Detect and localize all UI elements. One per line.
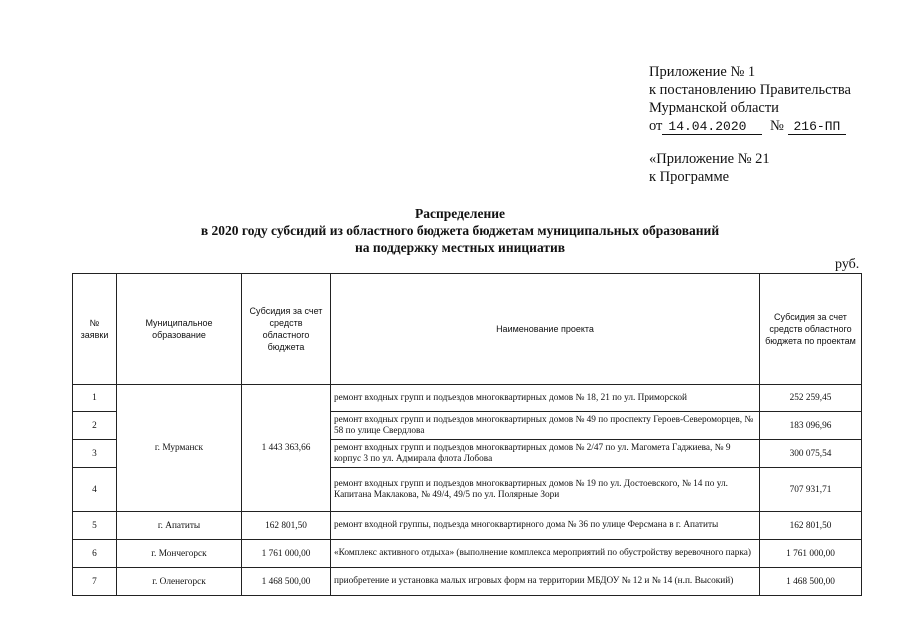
row-amount: 1 468 500,00 [760,568,862,596]
row-num: 4 [73,468,117,512]
row-num: 7 [73,568,117,596]
row-num: 2 [73,412,117,440]
row-subsidy: 1 468 500,00 [242,568,331,596]
row-project: ремонт входной группы, подъезда многоквартирного дома № 36 по улице Ферсмана в г. Апатиты [331,512,760,540]
table-row [73,385,862,412]
row-project: «Комплекс активного отдыха» (выполнение комплекса мероприятий по обустройству веревочного парка) [331,540,760,568]
row-project: ремонт входных групп и подъездов многоквартирных домов № 18, 21 по ул. Приморской [331,385,760,412]
row-amount: 1 761 000,00 [760,540,862,568]
row-project: ремонт входных групп и подъездов многоквартирных домов № 49 по проспекту Героев-Североморцев, № 58 по улице Свердлова [331,412,760,440]
header-subsidy-by-project: Субсидия за счет средств областного бюджета по проектам [760,274,862,385]
appendix-block [649,63,851,135]
row-num: 6 [73,540,117,568]
header-municipality: Муниципальное образование [117,274,242,385]
appendix21-line2: к Программе [649,169,730,185]
header-num: № заявки [73,274,117,385]
row-subsidy: 162 801,50 [242,512,331,540]
number-label: № [770,118,784,134]
resolution-number: 216-ПП [788,120,846,135]
title-line2: в 2020 году субсидий из областного бюджета бюджетам муниципальных образований [200,223,720,238]
table-header-row [73,274,862,385]
header-subsidy: Субсидия за счет средств областного бюджета [242,274,331,385]
row-amount: 162 801,50 [760,512,862,540]
table-row [73,540,862,568]
row-amount: 252 259,45 [760,385,862,412]
from-label: от [649,118,663,134]
appendix-line3: Мурманской области [649,100,779,116]
row-municipality: г. Оленегорск [117,568,242,596]
row-project: ремонт входных групп и подъездов многоквартирных домов № 19 по ул. Достоевского, № 14 по ул. Капитана Маклакова, № 49/4, 49/5 по ул. Полярные Зори [331,468,760,512]
appendix-line2: к постановлению Правительства [649,82,851,98]
resolution-date: 14.04.2020 [662,120,762,135]
currency-unit: руб. [835,257,860,272]
row-project: ремонт входных групп и подъездов многоквартирных домов № 2/47 по ул. Магомета Гаджиева, № 9 корпус 3 по ул. Адмирала флота Лобова [331,440,760,468]
row-project: приобретение и установка малых игровых форм на территории МБДОУ № 12 и № 14 (н.п. Высокий) [331,568,760,596]
table-row [73,568,862,596]
row-num: 5 [73,512,117,540]
appendix21-line1: «Приложение № 21 [649,151,770,167]
appendix-line1: Приложение № 1 [649,64,756,80]
appendix-date-line [649,117,851,135]
row-num: 3 [73,440,117,468]
document-title [150,205,770,256]
row-num: 1 [73,385,117,412]
appendix21-block [649,150,770,186]
row-amount: 707 931,71 [760,468,862,512]
subsidy-table [72,273,862,596]
header-project: Наименование проекта [331,274,760,385]
row-amount: 300 075,54 [760,440,862,468]
row-subsidy: 1 761 000,00 [242,540,331,568]
row-municipality: г. Мончегорск [117,540,242,568]
title-line3: на поддержку местных инициатив [354,240,566,255]
row-amount: 183 096,96 [760,412,862,440]
row-subsidy: 1 443 363,66 [242,385,331,512]
row-municipality: г. Апатиты [117,512,242,540]
table-row [73,512,862,540]
title-line1: Распределение [414,206,506,221]
row-municipality: г. Мурманск [117,385,242,512]
